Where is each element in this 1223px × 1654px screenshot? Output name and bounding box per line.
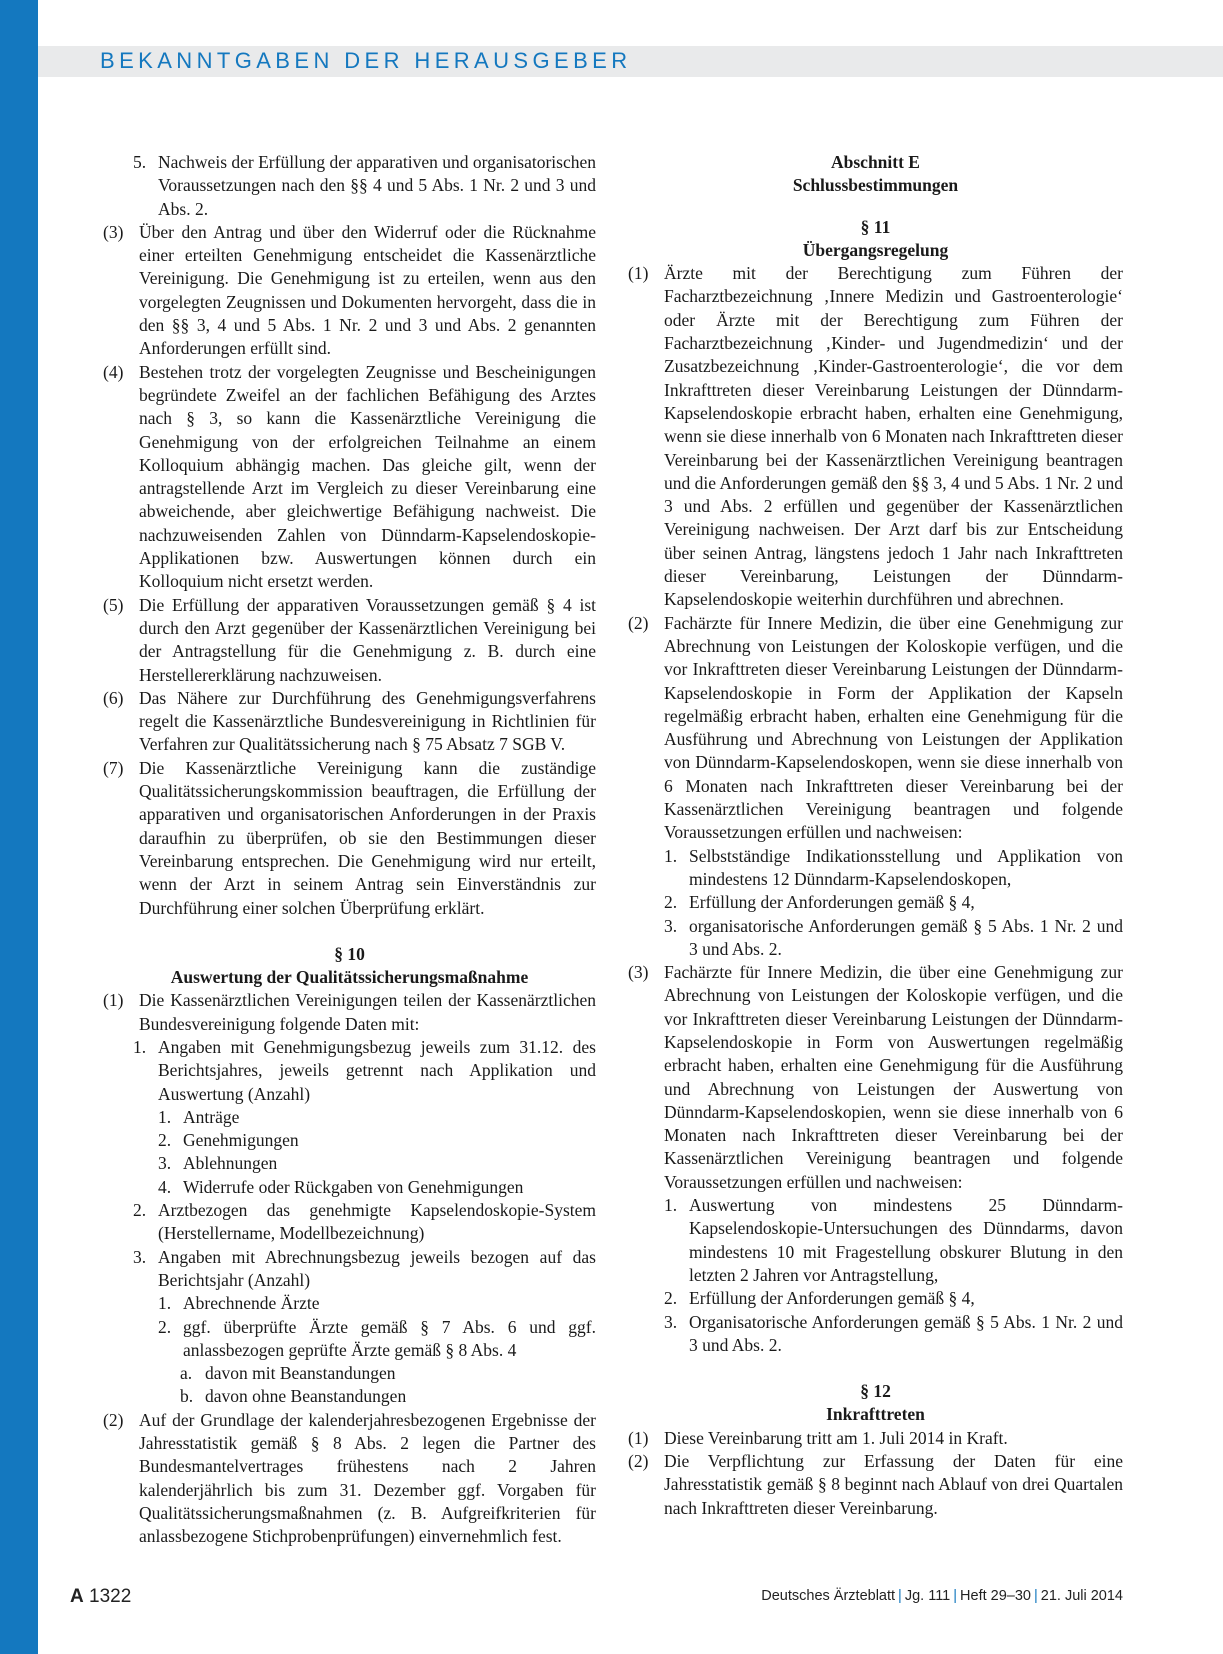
paragraph-6: (6) Das Nähere zur Durchführung des Genehmigungsverfahrens regelt die Kassenärztliche Bundesvereinigung in Richtlinien für Verfahren zur Qualitätssicherung nach § 75 Absatz 7 SGB V. (103, 687, 596, 755)
journal-name: Deutsches Ärzteblatt (761, 1588, 896, 1604)
separator: | (1033, 1588, 1038, 1604)
paragraph-10-2: (2) Auf der Grundlage der kalenderjahresbezogenen Ergebnisse der Jahresstatistik gemäß § 8 Abs. 2 legen die Partner des Bundesmantelvertrages frühestens nach 2 Jahren kalenderjährlich bis zum 31. Dezember ggf. Vorgaben für Qualitätssicherungsmaßnahmen (z. B. Aufgreifkriterien für anlassbezogene Stichprobenprüfungen) einvernehmlich fest. (103, 1409, 596, 1547)
paragraph-10-1: (1) Die Kassenärztlichen Vereinigungen teilen der Kassenärztlichen Bundesvereinigung folgende Daten mit: (103, 990, 596, 1034)
paragraph-3: (3) Über den Antrag und über den Widerruf oder die Rücknahme einer erteilten Genehmigung entscheidet die Kassenärztliche Vereinigung. Die Genehmigung ist zu erteilen, wenn aus den vorgelegten Zeugnissen und Dokumenten hervorgeht, dass die in den §§ 3, 4 und 5 Abs. 1 Nr. 2 und 3 und Abs. 2 genannten Anforderungen erfüllt sind. (103, 221, 596, 359)
list-item: 3. Ablehnungen (158, 1153, 278, 1174)
journal-volume: Jg. 111 (904, 1588, 951, 1604)
right-column (628, 151, 1123, 1520)
list-item: 2. ggf. überprüfte Ärzte gemäß § 7 Abs. 6 und ggf. anlassbezogen geprüfte Ärzte gemäß § 8 Abs. 4 (158, 1316, 596, 1360)
list-item: 5. Nachweis der Erfüllung der apparativen und organisatorischen Voraussetzungen nach den §§ 4 und 5 Abs. 1 Nr. 2 und 3 und Abs. 2. (133, 152, 596, 219)
list-item: 3. Angaben mit Abrechnungsbezug jeweils bezogen auf das Berichtsjahr (Anzahl) (133, 1246, 596, 1290)
page-number: A 1322 (70, 1586, 132, 1607)
paragraph-12-1: (1) Diese Vereinbarung tritt am 1. Juli 2014 in Kraft. (628, 1427, 1008, 1448)
journal-date: 21. Juli 2014 (1040, 1588, 1123, 1604)
list-item: 3. organisatorische Anforderungen gemäß § 5 Abs. 1 Nr. 2 und 3 und Abs. 2. (664, 915, 1123, 959)
section-11-number: § 11 (860, 216, 891, 237)
list-item: b. davon ohne Beanstandungen (180, 1386, 407, 1407)
list-item: 3. Organisatorische Anforderungen gemäß § 5 Abs. 1 Nr. 2 und 3 und Abs. 2. (664, 1311, 1123, 1355)
section-10-title: Auswertung der Qualitätssicherungsmaßnahme (170, 967, 529, 988)
list-item: 1. Abrechnende Ärzte (158, 1293, 320, 1314)
list-item: 2. Erfüllung der Anforderungen gemäß § 4, (664, 892, 975, 913)
abschnitt-label: Abschnitt E (831, 152, 920, 172)
list-item: 2. Arztbezogen das genehmigte Kapselendoskopie-System (Herstellername, Modellbezeichnung) (133, 1200, 596, 1244)
list-item: 1. Auswertung von mindestens 25 Dünndarm-Kapselendoskopie-Untersuchungen des Dünndarms, davon mindestens 10 mit Fragestellung obskurer Blutung in den letzten 2 Jahren vor Antragstellung, (664, 1195, 1123, 1285)
section-header: BEKANNTGABEN DER HERAUSGEBER (100, 48, 632, 73)
list-item: 1. Angaben mit Genehmigungsbezug jeweils zum 31.12. des Berichtsjahres, jeweils getrennt nach Applikation und Auswertung (Anzahl) (133, 1036, 596, 1104)
left-column (103, 151, 596, 1549)
section-12-title: Inkrafttreten (826, 1404, 925, 1425)
section-10-number: § 10 (334, 943, 365, 964)
paragraph-11-1: (1) Ärzte mit der Berechtigung zum Führen der Facharztbezeichnung ‚Innere Medizin und Gastroenterologie‘ oder Ärzte mit der Berechtigung zum Führen der Facharztbezeichnung ‚Kinder- und Jugendmedizin‘ und der Zusatzbezeichnung ‚Kinder-Gastroenterologie‘, die vor dem Inkrafttreten dieser Vereinbarung Leistungen der Dünndarm-Kapselendoskopie erbracht haben, erhalten eine Genehmigung, wenn sie diese innerhalb von 6 Monaten nach Inkrafttreten dieser Vereinbarung bei der Kassenärztlichen Vereinigung beantragen und die Anforderungen gemäß den §§ 3, 4 und 5 Abs. 1 Nr. 2 und 3 und Abs. 2 erfüllen und gegenüber der Kassenärztlichen Vereinigung nachweisen. Der Arzt darf bis zur Entscheidung über seinen Antrag, längstens jedoch 1 Jahr nach Inkrafttreten dieser Vereinbarung, Leistungen der Dünndarm-Kapselendoskopie weiterhin durchführen und abrechnen. (628, 263, 1123, 610)
paragraph-12-2: (2) Die Verpflichtung zur Erfassung der Daten für eine Jahresstatistik gemäß § 8 beginnt nach Ablauf von drei Quartalen nach Inkrafttreten dieser Vereinbarung. (628, 1451, 1123, 1518)
list-item: 1. Anträge (158, 1106, 240, 1127)
paragraph-11-2: (2) Fachärzte für Innere Medizin, die über eine Genehmigung zur Abrechnung von Leistungen der Koloskopie verfügen, und die vor Inkrafttreten dieser Vereinbarung Leistungen der Dünndarm-Kapselendoskopie in Form der Applikation der Kapseln regelmäßig erbracht haben, erhalten eine Genehmigung für die Ausführung und Abrechnung von Leistungen der Applikation von Dünndarm-Kapselendoskopen, wenn sie diese innerhalb von 6 Monaten nach Inkrafttreten dieser Vereinbarung bei der Kassenärztlichen Vereinigung beantragen und folgende Voraussetzungen erfüllen und nachweisen: (628, 612, 1123, 843)
list-item: 1. Selbstständige Indikationsstellung und Applikation von mindestens 12 Dünndarm-Kapselendoskopen, (664, 845, 1123, 889)
journal-issue: Heft 29–30 (960, 1588, 1031, 1604)
paragraph-11-3: (3) Fachärzte für Innere Medizin, die über eine Genehmigung zur Abrechnung von Leistungen der Koloskopie verfügen, und die vor Inkrafttreten dieser Vereinbarung Leistungen der Dünndarm-Kapselendoskopie in Form von Auswertungen regelmäßig erbracht haben, erhalten eine Genehmigung für die Ausführung und Abrechnung von Leistungen der Auswertung von Dünndarm-Kapselendoskopien, wenn sie diese innerhalb von 6 Monaten nach Inkrafttreten dieser Vereinbarung bei der Kassenärztlichen Vereinigung beantragen und folgende Voraussetzungen erfüllen und nachweisen: (628, 962, 1123, 1192)
journal-citation (761, 1588, 1123, 1604)
list-item: 2. Genehmigungen (158, 1130, 299, 1151)
separator: | (898, 1588, 902, 1604)
paragraph-7: (7) Die Kassenärztliche Vereinigung kann die zuständige Qualitätssicherungskommission beauftragen, die Erfüllung der apparativen und organisatorischen Anforderungen in der Praxis daraufhin zu überprüfen, ob sie den Bestimmungen dieser Vereinbarung entsprechen. Die Genehmigung wird nur erteilt, wenn der Arzt in seinem Antrag sein Einverständnis zur Durchführung einer solchen Überprüfung erklärt. (103, 757, 596, 918)
list-item: 4. Widerrufe oder Rückgaben von Genehmigungen (158, 1176, 524, 1197)
list-item: 2. Erfüllung der Anforderungen gemäß § 4, (664, 1288, 975, 1309)
paragraph-5: (5) Die Erfüllung der apparativen Voraussetzungen gemäß § 4 ist durch den Arzt gegenüber der Kassenärztlichen Vereinigung bei der Antragstellung für die Genehmigung z. B. durch eine Herstellererklärung nachzuweisen. (103, 594, 596, 685)
abschnitt-title: Schlussbestimmungen (792, 175, 959, 196)
paragraph-4: (4) Bestehen trotz der vorgelegten Zeugnisse und Bescheinigungen begründete Zweifel an der fachlichen Befähigung des Arztes nach § 3, so kann die Kassenärztliche Vereinigung die Genehmigung von der erfolgreichen Teilnahme an einem Kolloquium abhängig machen. Das gleiche gilt, wenn der antragstellende Arzt im Vergleich zu dieser Vereinbarung eine abweichende, aber gleichwertige Befähigung nachweist. Die nachzuweisenden Zahlen von Dünndarm-Kapselendoskopie-Applikationen bzw. Auswertungen können durch ein Kolloquium nicht ersetzt werden. (103, 361, 596, 592)
list-item: a. davon mit Beanstandungen (180, 1363, 396, 1384)
section-11-title: Übergangsregelung (802, 239, 949, 260)
separator: | (953, 1588, 958, 1604)
side-color-bar (0, 0, 38, 1654)
section-12-number: § 12 (860, 1381, 891, 1402)
